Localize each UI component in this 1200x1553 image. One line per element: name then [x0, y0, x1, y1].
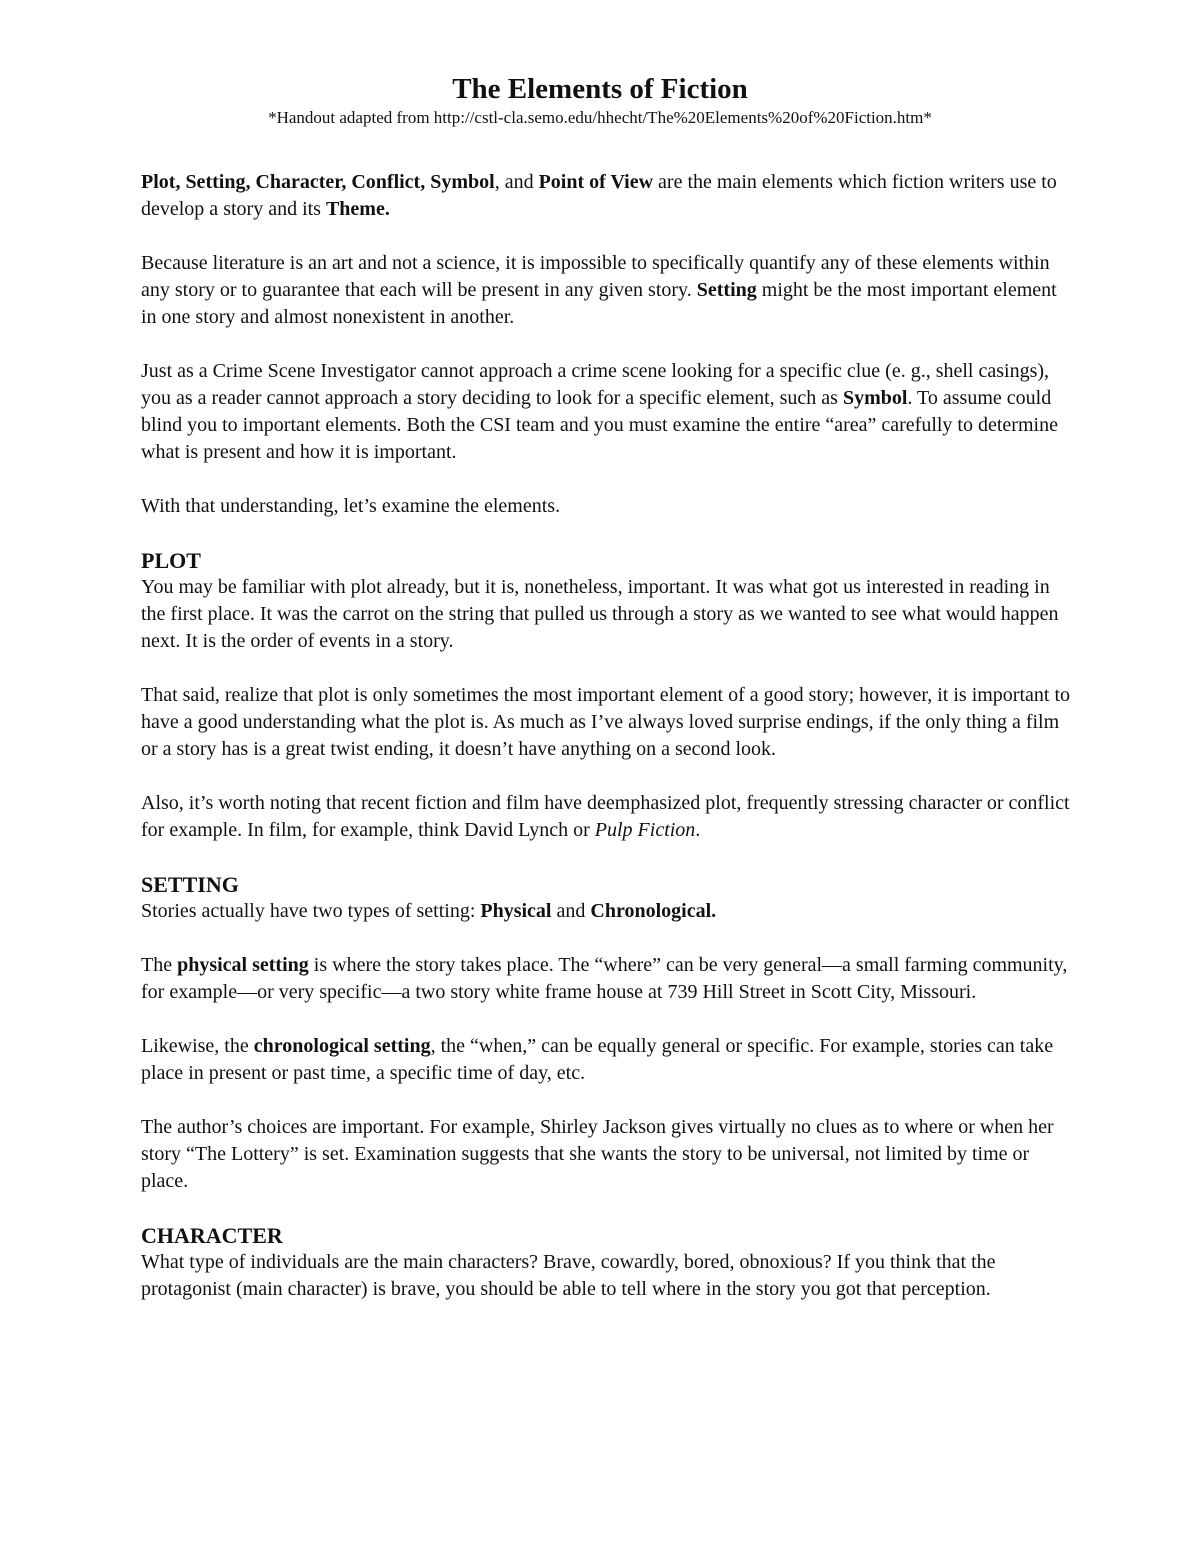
- intro-paragraph-1: Plot, Setting, Character, Conflict, Symbol, and Point of View are the main elements which fiction writers use to develop a story and its Theme.: [141, 171, 1057, 220]
- term-physical: Physical: [480, 900, 552, 922]
- plot-text: Also, it’s worth noting that recent fiction and film have deemphasized plot, frequently stressing character or conflict for example. In film, for example, think David Lynch or: [141, 792, 1070, 841]
- section-heading-plot: PLOT: [141, 548, 201, 573]
- source-note: *Handout adapted from http://cstl-cla.semo.edu/hhecht/The%20Elements%20of%20Fiction.htm*: [268, 108, 932, 127]
- punctuation: .: [695, 819, 701, 841]
- intro-paragraph-2: [141, 250, 1071, 331]
- intro-text: might be the most important element in one story and almost nonexistent in another.: [141, 279, 1057, 328]
- setting-paragraph-4: The author’s choices are important. For example, Shirley Jackson gives virtually no clues as to where or when her story “The Lottery” is set. Examination suggests that she wants the story to be universal, not limited by time or place.: [141, 1116, 1054, 1192]
- setting-paragraph-1: [141, 898, 1071, 925]
- intro-text: Because literature is an art and not a science, it is impossible to specifically quantify any of these elements within any story or to guarantee that each will be present in any given story.: [141, 252, 1050, 301]
- intro-text: are the main elements which fiction writers use to develop a story and its: [141, 171, 1057, 220]
- term-conflict: Conflict: [351, 171, 421, 193]
- term-theme: Theme.: [325, 198, 390, 220]
- page-title: The Elements of Fiction: [452, 73, 748, 105]
- setting-text: is where the story takes place. The “where” can be very general—a small farming community, for example—or very specific—a two story white frame house at 739 Hill Street in Scott City, Missouri.: [141, 954, 1068, 1003]
- setting-paragraph-3: [141, 1033, 1071, 1087]
- section-heading-setting: SETTING: [141, 872, 239, 897]
- term-character: Character: [255, 171, 342, 193]
- term-symbol: Symbol: [430, 171, 495, 193]
- setting-text: Likewise, the: [141, 1035, 249, 1057]
- setting-and: and: [556, 900, 586, 922]
- intro-paragraph-4: With that understanding, let’s examine the elements.: [141, 495, 561, 517]
- setting-text: , the “when,” can be equally general or specific. For example, stories can take place in present or past time, a specific time of day, etc.: [141, 1035, 1054, 1084]
- plot-paragraph-1: You may be familiar with plot already, but it is, nonetheless, important. It was what got us interested in reading in the first place. It was the carrot on the string that pulled us through a story as we wanted to see what would happen next. It is the order of events in a story.: [141, 576, 1059, 652]
- intro-text: . To assume could blind you to important elements. Both the CSI team and you must examine the entire “area” carefully to determine what is present and how it is important.: [141, 387, 1058, 463]
- term-point-of-view: Point of View: [538, 171, 654, 193]
- term-physical-setting: physical setting: [177, 954, 309, 976]
- term-chronological: Chronological.: [590, 900, 717, 922]
- section-heading-character: CHARACTER: [141, 1223, 283, 1248]
- term-setting: Setting: [696, 279, 757, 301]
- intro-paragraph-3: [141, 358, 1071, 466]
- term-setting: Setting: [185, 171, 246, 193]
- document-body: [141, 169, 1071, 1330]
- term-chronological-setting: chronological setting: [253, 1035, 431, 1057]
- intro-text: Just as a Crime Scene Investigator cannot approach a crime scene looking for a specific clue (e. g., shell casings), you as a reader cannot approach a story deciding to look for a specific element, such as: [141, 360, 1050, 409]
- plot-paragraph-2: That said, realize that plot is only sometimes the most important element of a good story; however, it is important to have a good understanding what the plot is. As much as I’ve always loved surprise endings, if the only thing a film or a story has is a great twist ending, it doesn’t have anything on a second look.: [141, 684, 1071, 760]
- plot-paragraph-3: [141, 790, 1071, 844]
- character-paragraph-1: What type of individuals are the main characters? Brave, cowardly, bored, obnoxious? If you think that the protagonist (main character) is brave, you should be able to tell where in the story you got that perception.: [141, 1251, 996, 1300]
- intro-and: and: [504, 171, 534, 193]
- term-plot: Plot: [141, 171, 176, 193]
- setting-paragraph-2: [141, 952, 1071, 1006]
- setting-text: Stories actually have two types of setting:: [141, 900, 476, 922]
- setting-text: The: [141, 954, 173, 976]
- film-title: Pulp Fiction: [594, 819, 696, 841]
- term-symbol: Symbol: [842, 387, 908, 409]
